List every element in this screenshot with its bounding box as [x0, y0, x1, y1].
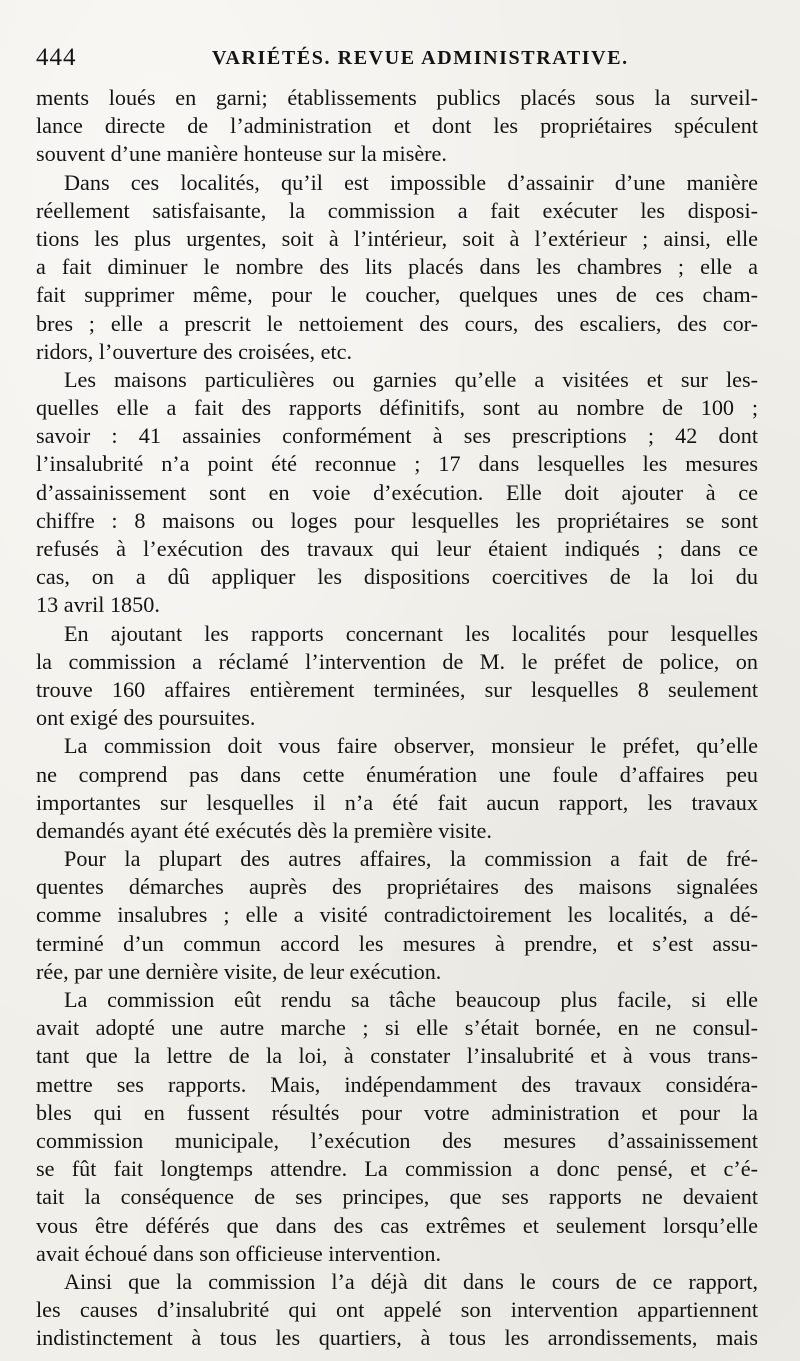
running-title: VARIÉTÉS. REVUE ADMINISTRATIVE. — [212, 47, 629, 69]
text-line: ments loués en garni; établissements publics placés sous la surveil- — [36, 85, 758, 110]
text-line: réellement satisfaisante, la commission a fait exécuter les disposi- — [36, 197, 758, 223]
text-line: a fait diminuer le nombre des lits placés dans les chambres ; elle a — [36, 254, 758, 280]
text-line: En ajoutant les rapports concernant les localités pour lesquelles — [64, 620, 758, 646]
text-line: quentes démarches auprès des propriétaires des maisons signalées — [36, 874, 758, 900]
text-line: les causes d’insalubrité qui ont appelé son intervention appartiennent — [36, 1297, 758, 1323]
text-line: mettre ses rapports. Mais, indépendamment des travaux considéra- — [36, 1071, 758, 1097]
text-line: 13 avril 1850. — [36, 592, 160, 618]
text-line: indistinctement à tous les quartiers, à tous les arrondissements, mais — [36, 1325, 758, 1351]
text-line: avait adopté une autre marche ; si elle s’était bornée, en ne consul- — [36, 1015, 758, 1041]
text-line: savoir : 41 assainies conformément à ses prescriptions ; 42 dont — [36, 423, 758, 449]
text-line: ont exigé des poursuites. — [36, 705, 256, 731]
text-line: cas, on a dû appliquer les dispositions coercitives de la loi du — [36, 564, 758, 590]
text-line: souvent d’une manière honteuse sur la misère. — [36, 141, 447, 167]
text-line: Les maisons particulières ou garnies qu’elle a visitées et sur les- — [64, 366, 758, 392]
text-line: terminé d’un commun accord les mesures à prendre, et s’est assu- — [36, 930, 758, 956]
text-line: tait la conséquence de ses principes, que ses rapports ne devaient — [36, 1184, 758, 1210]
text-line: La commission eût rendu sa tâche beaucoup plus facile, si elle — [64, 987, 758, 1012]
text-line: ridors, l’ouverture des croisées, etc. — [36, 338, 353, 364]
page-number: 444 — [36, 44, 77, 71]
text-line: bles qui en fussent résultés pour votre administration et pour la — [36, 1099, 758, 1125]
text-line: Pour la plupart des autres affaires, la commission a fait de fré- — [64, 846, 758, 872]
body-text — [36, 84, 758, 1352]
text-line: avait échoué dans son officieuse intervention. — [36, 1240, 441, 1266]
text-line: Dans ces localités, qu’il est impossible d’assainir d’une manière — [64, 169, 758, 195]
text-line: La commission doit vous faire observer, monsieur le préfet, qu’elle — [64, 733, 758, 759]
text-line: quelles elle a fait des rapports définitifs, sont au nombre de 100 ; — [36, 395, 758, 421]
text-line: refusés à l’exécution des travaux qui leur étaient indiqués ; dans ce — [36, 536, 758, 561]
text-line: tant que la lettre de la loi, à constater l’insalubrité et à vous trans- — [36, 1043, 758, 1069]
text-line: chiffre : 8 maisons ou loges pour lesquelles les propriétaires se sont — [36, 507, 758, 533]
text-line: fait supprimer même, pour le coucher, quelques unes de ces cham- — [36, 282, 758, 308]
running-header — [36, 36, 758, 80]
text-line: l’insalubrité n’a point été reconnue ; 17 dans lesquelles les mesures — [36, 451, 758, 477]
text-line: la commission a réclamé l’intervention de M. le préfet de police, on — [36, 648, 758, 674]
text-line: bres ; elle a prescrit le nettoiement des cours, des escaliers, des cor- — [36, 310, 758, 336]
text-line: se fût fait longtemps attendre. La commission a donc pensé, et c’é- — [36, 1156, 758, 1182]
text-line: comme insalubres ; elle a visité contradictoirement les localités, a dé- — [36, 902, 758, 928]
text-line: d’assainissement sont en voie d’exécution. Elle doit ajouter à ce — [36, 479, 758, 505]
text-line: ne comprend pas dans cette énumération une foule d’affaires peu — [36, 761, 758, 787]
text-line: lance directe de l’administration et dont les propriétaires spéculent — [36, 113, 758, 139]
text-line: rée, par une dernière visite, de leur exécution. — [36, 958, 442, 984]
text-line: demandés ayant été exécutés dès la première visite. — [36, 817, 492, 843]
text-line: commission municipale, l’exécution des mesures d’assainissement — [36, 1127, 758, 1153]
text-line: tions les plus urgentes, soit à l’intérieur, soit à l’extérieur ; ainsi, elle — [36, 225, 758, 251]
text-line: vous être déférés que dans des cas extrêmes et seulement lorsqu’elle — [36, 1212, 758, 1238]
text-line: importantes sur lesquelles il n’a été fait aucun rapport, les travaux — [36, 789, 758, 815]
text-line: trouve 160 affaires entièrement terminées, sur lesquelles 8 seulement — [36, 676, 758, 702]
text-line: Ainsi que la commission l’a déjà dit dans le cours de ce rapport, — [64, 1268, 758, 1294]
